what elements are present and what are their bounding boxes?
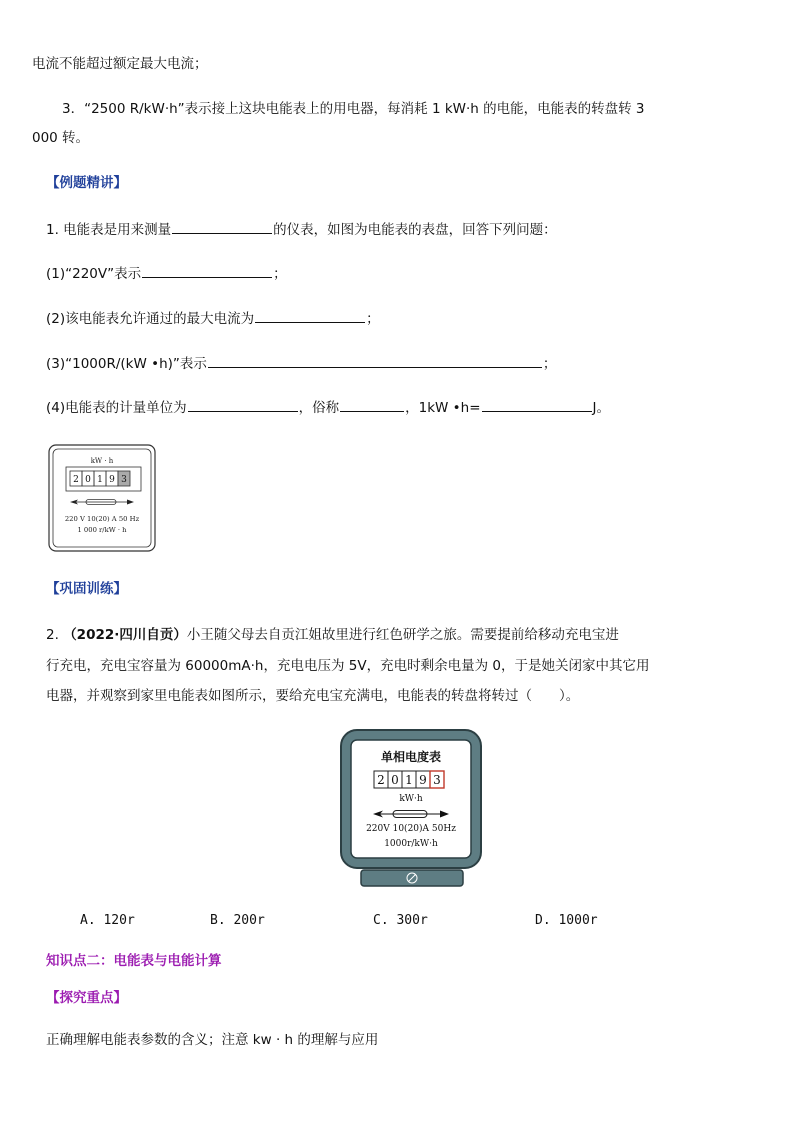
meter-1-spec-rating: 220 V 10(20) A 50 Hz bbox=[64, 515, 140, 523]
meter-1-digit: 9 bbox=[109, 475, 115, 485]
answer-blank[interactable] bbox=[482, 397, 592, 412]
answer-blank[interactable] bbox=[188, 397, 298, 412]
meter-2-title: 单相电度表 bbox=[380, 750, 442, 764]
answer-blank[interactable] bbox=[255, 308, 365, 323]
section-title-examples: 【例题精讲】 bbox=[46, 175, 127, 191]
electric-meter-figure-1 bbox=[48, 444, 156, 552]
answer-blank[interactable] bbox=[172, 219, 272, 234]
option-b[interactable]: B. 200r bbox=[210, 913, 265, 928]
question-1-stem-b: 的仪表，如图为电能表的表盘，回答下列问题： bbox=[273, 222, 557, 238]
question-2-line-3: 电器，并观察到家里电能表如图所示，要给充电宝充满电，电能表的转盘将转过（ ）。 bbox=[46, 688, 580, 704]
meter-1-digit: 3 bbox=[121, 475, 127, 485]
item-3-line-b: 000 转。 bbox=[32, 130, 90, 146]
question-2-line-1 bbox=[46, 625, 619, 645]
part-2-end: ； bbox=[366, 311, 380, 327]
question-2-text-1: 小王随父母去自贡江姐故里进行红色研学之旅。需要提前给移动充电宝进 bbox=[186, 627, 619, 643]
question-1-stem-a: 1. 电能表是用来测量 bbox=[46, 222, 172, 238]
meter-2-unit: kW·h bbox=[399, 794, 423, 804]
question-2-number: 2. bbox=[46, 627, 59, 643]
question-1-part-2 bbox=[46, 308, 380, 329]
part-3-label: (3)“1000R/(kW •h)”表示 bbox=[46, 356, 207, 372]
part-3-end: ； bbox=[542, 356, 557, 372]
part-1-end: ； bbox=[273, 266, 287, 282]
meter-1-digit: 0 bbox=[85, 475, 91, 485]
meter-2-digit: 3 bbox=[433, 773, 441, 787]
question-1-part-1 bbox=[46, 263, 287, 284]
question-1-part-4 bbox=[46, 397, 610, 418]
answer-blank[interactable] bbox=[340, 397, 404, 412]
knowledge-point-2-title: 知识点二：电能表与电能计算 bbox=[46, 953, 222, 969]
meter-1-digit: 2 bbox=[73, 475, 79, 485]
part-2-label: (2)该电能表允许通过的最大电流为 bbox=[46, 311, 255, 327]
meter-1-unit: kW · h bbox=[90, 457, 114, 465]
meter-1-spec-constant: 1 000 r/kW · h bbox=[77, 526, 127, 534]
text-line-1: 电流不能超过额定最大电流； bbox=[32, 56, 208, 72]
part-4-mid: ，俗称 bbox=[298, 400, 340, 416]
part-4-mid2: ，1kW •h= bbox=[405, 400, 481, 416]
meter-1-digit: 1 bbox=[97, 475, 103, 485]
meter-2-digit: 9 bbox=[419, 773, 427, 787]
section-title-focus: 【探究重点】 bbox=[46, 990, 127, 1006]
answer-blank[interactable] bbox=[208, 353, 542, 368]
question-2-line-2: 行充电，充电宝容量为 60000mA·h，充电电压为 5V，充电时剩余电量为 0，于是她关闭家中其它用 bbox=[46, 658, 650, 674]
part-4-label: (4)电能表的计量单位为 bbox=[46, 400, 187, 416]
answer-blank[interactable] bbox=[142, 263, 272, 278]
section-title-practice: 【巩固训练】 bbox=[46, 581, 127, 597]
focus-text: 正确理解电能表参数的含义；注意 kw · h 的理解与应用 bbox=[46, 1032, 379, 1048]
meter-2-spec-constant: 1000r/kW·h bbox=[384, 839, 438, 849]
question-1-part-3 bbox=[46, 353, 556, 374]
meter-2-digit: 0 bbox=[391, 773, 399, 787]
question-2-source: （2022·四川自贡） bbox=[63, 627, 187, 643]
electric-meter-figure-2 bbox=[337, 726, 487, 890]
question-1-stem bbox=[46, 219, 557, 240]
meter-2-digit: 1 bbox=[405, 773, 413, 787]
item-3-line-a: 3．“2500 R/kW·h”表示接上这块电能表上的用电器，每消耗 1 kW·h 的电能，电能表的转盘转 3 bbox=[62, 101, 645, 117]
part-4-end: J。 bbox=[592, 400, 610, 416]
option-a[interactable]: A. 120r bbox=[80, 913, 135, 928]
option-d[interactable]: D. 1000r bbox=[535, 913, 598, 928]
meter-2-digit: 2 bbox=[377, 773, 385, 787]
meter-2-spec-rating: 220V 10(20)A 50Hz bbox=[366, 824, 456, 834]
option-c[interactable]: C. 300r bbox=[373, 913, 428, 928]
part-1-label: (1)“220V”表示 bbox=[46, 266, 142, 282]
